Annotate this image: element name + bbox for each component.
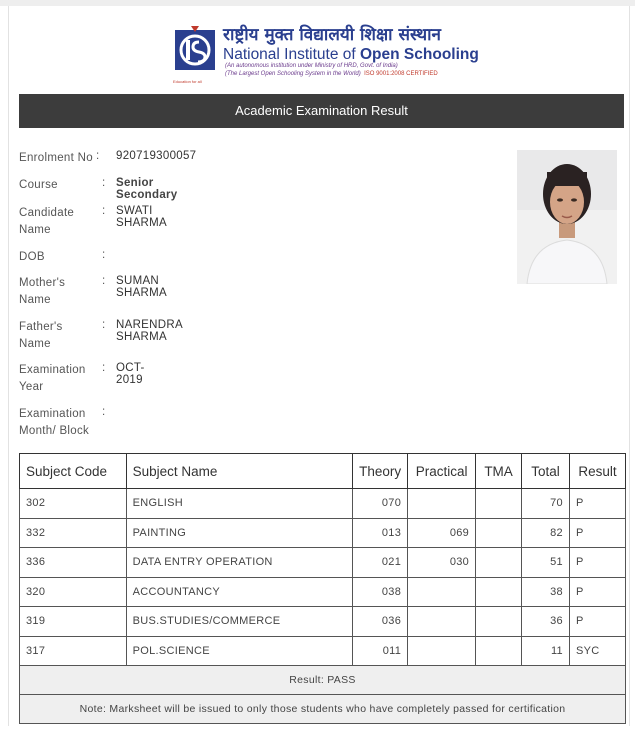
- father-name-value: NARENDRA SHARMA: [116, 319, 183, 343]
- table-row: 302 ENGLISH 070 70 P: [20, 489, 626, 519]
- col-theory: Theory: [353, 454, 408, 489]
- table-header-row: [20, 454, 626, 489]
- institute-tagline: Education for all: [173, 79, 202, 84]
- nios-header: [173, 24, 503, 84]
- result-sheet: राष्ट्रीय मुक्त विद्यालयी शिक्षा संस्थान National Institute of Open Schooling (An autonomous institution under Ministry of HRD, Govt. of India) (The Largest Open Schooling System in the World) ISO 9001:2008 CERTIFIED Education for all Academic Examination Result Enrolment No : 920719300057 Course : Senior Secondary Candidate Name : SWATI SHARMA DOB : Mother's Name : SUMAN SHARMA Father's Name : NARENDRA SHARMA Examination Year : OCT-2019 Examination Month/ Block : Subject Code Subject Name Theory Practical TMA Total Result 302 ENGLISH 070 70 P 332 PAINTING 013 069 82 P 336 DATA ENTRY OPERATION 021 030 51 P 320 ACCOUNTANCY 038 38 P 319 BUS.STUDIES/COMMERCE 036 36 P 317 POL.SCIENCE 011 11 SYC Result: PASS Note: Marksheet will be issued to only those students who have completely passed for certification: [8, 6, 630, 726]
- col-total: Total: [522, 454, 570, 489]
- table-row: 319 BUS.STUDIES/COMMERCE 036 36 P: [20, 607, 626, 637]
- institute-subtitle-2: (The Largest Open Schooling System in the World) ISO 9001:2008 CERTIFIED: [225, 71, 438, 77]
- course-value: Senior Secondary: [116, 177, 178, 201]
- page-title: Academic Examination Result: [19, 94, 624, 128]
- result-summary: Result: PASS: [20, 666, 626, 695]
- col-practical: Practical: [408, 454, 476, 489]
- col-subject-name: Subject Name: [126, 454, 352, 489]
- institute-hindi-name: राष्ट्रीय मुक्त विद्यालयी शिक्षा संस्थान: [223, 25, 441, 45]
- enrolment-value: 920719300057: [116, 150, 197, 162]
- col-tma: TMA: [476, 454, 522, 489]
- nios-logo-icon: [173, 26, 217, 78]
- table-row: 336 DATA ENTRY OPERATION 021 030 51 P: [20, 548, 626, 578]
- candidate-name-value: SWATI SHARMA: [116, 205, 168, 229]
- exam-year-value: OCT-2019: [116, 362, 145, 386]
- mother-name-value: SUMAN SHARMA: [116, 275, 168, 299]
- marks-table: [19, 453, 626, 724]
- institute-subtitle: (An autonomous institution under Ministry of HRD, Govt. of India): [225, 63, 398, 69]
- table-row: 320 ACCOUNTANCY 038 38 P: [20, 577, 626, 607]
- table-row: 332 PAINTING 013 069 82 P: [20, 518, 626, 548]
- table-row: 317 POL.SCIENCE 011 11 SYC: [20, 636, 626, 666]
- col-result: Result: [569, 454, 625, 489]
- col-subject-code: Subject Code: [20, 454, 127, 489]
- institute-english-name: National Institute of Open Schooling: [223, 46, 479, 63]
- result-summary-row: [20, 666, 626, 695]
- candidate-photo: [517, 150, 617, 284]
- note-row: [20, 695, 626, 724]
- certification-note: Note: Marksheet will be issued to only those students who have completely passed for certification: [20, 695, 626, 724]
